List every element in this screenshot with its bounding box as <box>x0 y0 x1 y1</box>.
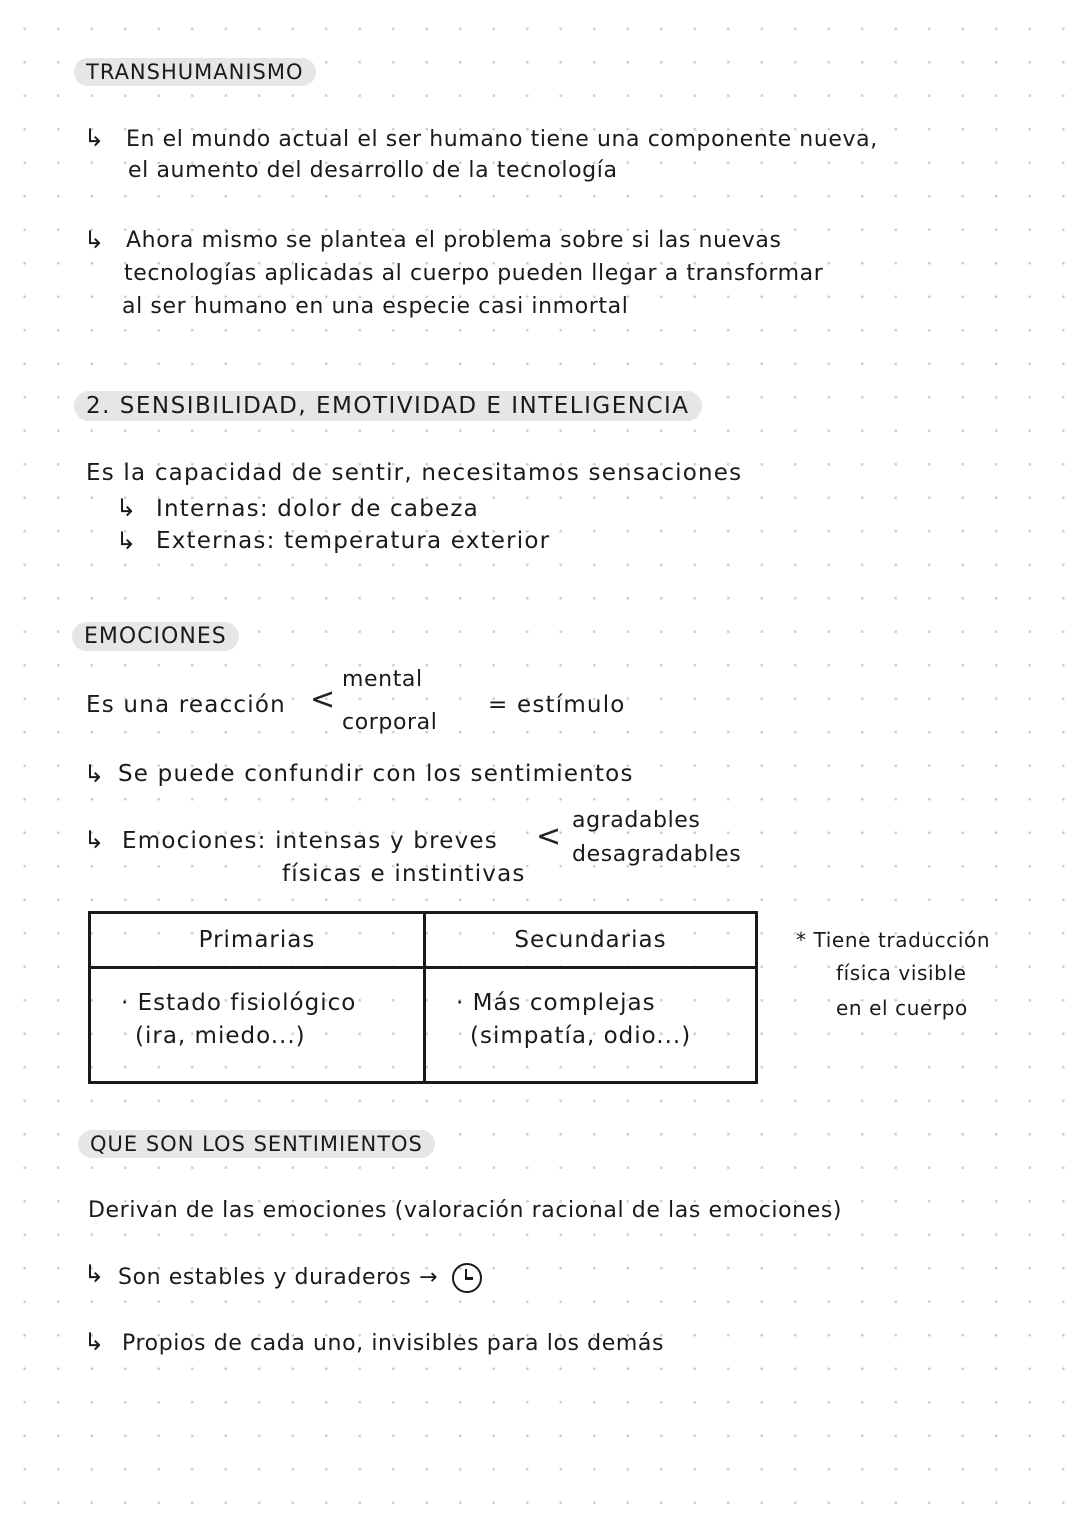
emociones-intensas-line1: Emociones: intensas y breves <box>122 828 498 854</box>
transhumanismo-bullet2-line1: Ahora mismo se plantea el problema sobre si las nuevas <box>126 228 782 253</box>
transhumanismo-bullet1-line1: En el mundo actual el ser humano tiene una componente nueva, <box>126 127 878 152</box>
table-cell-secundarias <box>425 968 757 1083</box>
sensibilidad-internas: Internas: dolor de cabeza <box>156 496 479 522</box>
emociones-desagradables: desagradables <box>572 842 742 867</box>
bullet-arrow-icon: ↳ <box>116 494 137 522</box>
sentimientos-derivan: Derivan de las emociones (valoración racional de las emociones) <box>88 1198 843 1223</box>
table-cell-primarias <box>90 968 425 1083</box>
bullet-arrow-icon: ↳ <box>116 527 137 555</box>
table-note-line1: * Tiene traducción <box>796 928 991 952</box>
emociones-intensas-line2: físicas e instintivas <box>282 861 526 887</box>
transhumanismo-bullet2-line2: tecnologías aplicadas al cuerpo pueden llegar a transformar <box>124 261 824 286</box>
bullet-arrow-icon: ↳ <box>84 226 105 254</box>
heading-emociones-text: EMOCIONES <box>84 624 227 649</box>
transhumanismo-bullet1-line2: el aumento del desarrollo de la tecnología <box>128 158 618 183</box>
sensibilidad-externas: Externas: temperatura exterior <box>156 528 551 554</box>
emociones-confundir: Se puede confundir con los sentimientos <box>118 761 634 787</box>
bullet-arrow-icon: ↳ <box>84 1260 105 1288</box>
table-note-line3: en el cuerpo <box>836 996 968 1020</box>
table-note-line2: física visible <box>836 961 967 985</box>
heading-transhumanismo <box>74 58 316 86</box>
heading-sentimientos <box>78 1130 435 1158</box>
heading-emociones <box>72 622 239 651</box>
bullet-arrow-icon: ↳ <box>84 760 105 788</box>
clock-icon <box>452 1263 482 1293</box>
table-cell-secundarias-line2: (simpatía, odio...) <box>470 1023 692 1050</box>
heading-transhumanismo-text: TRANSHUMANISMO <box>86 60 304 84</box>
table-cell-primarias-line1: · Estado fisiológico <box>121 990 357 1016</box>
bullet-arrow-icon: ↳ <box>84 826 105 854</box>
emociones-mental: mental <box>342 667 423 692</box>
heading-sensibilidad <box>74 391 702 421</box>
branch-brace-icon: < <box>536 819 562 854</box>
sentimientos-estables-row <box>118 1263 482 1293</box>
sentimientos-propios: Propios de cada uno, invisibles para los demás <box>122 1331 665 1356</box>
heading-sentimientos-text: QUE SON LOS SENTIMIENTOS <box>90 1132 423 1156</box>
heading-sensibilidad-text: 2. SENSIBILIDAD, EMOTIVIDAD E INTELIGENCIA <box>86 393 690 419</box>
table-row <box>90 968 757 1083</box>
sensibilidad-intro: Es la capacidad de sentir, necesitamos sensaciones <box>86 460 743 486</box>
emociones-corporal: corporal <box>342 710 438 735</box>
emotions-table <box>88 911 758 1084</box>
table-header-secundarias: Secundarias <box>425 913 757 968</box>
table-header-row <box>90 913 757 968</box>
bullet-arrow-icon: ↳ <box>84 1328 105 1356</box>
table-cell-secundarias-line1: · Más complejas <box>456 990 656 1016</box>
transhumanismo-bullet2-line3: al ser humano en una especie casi inmortal <box>122 294 629 319</box>
table-cell-primarias-line2: (ira, miedo...) <box>135 1023 306 1050</box>
bullet-arrow-icon: ↳ <box>84 124 105 152</box>
sentimientos-estables: Son estables y duraderos → <box>118 1265 438 1290</box>
table-header-primarias: Primarias <box>90 913 425 968</box>
branch-brace-icon: < <box>310 682 336 717</box>
emociones-estimulo: = estímulo <box>488 692 626 718</box>
emociones-reaccion: Es una reacción <box>86 692 286 718</box>
emociones-agradables: agradables <box>572 808 701 833</box>
